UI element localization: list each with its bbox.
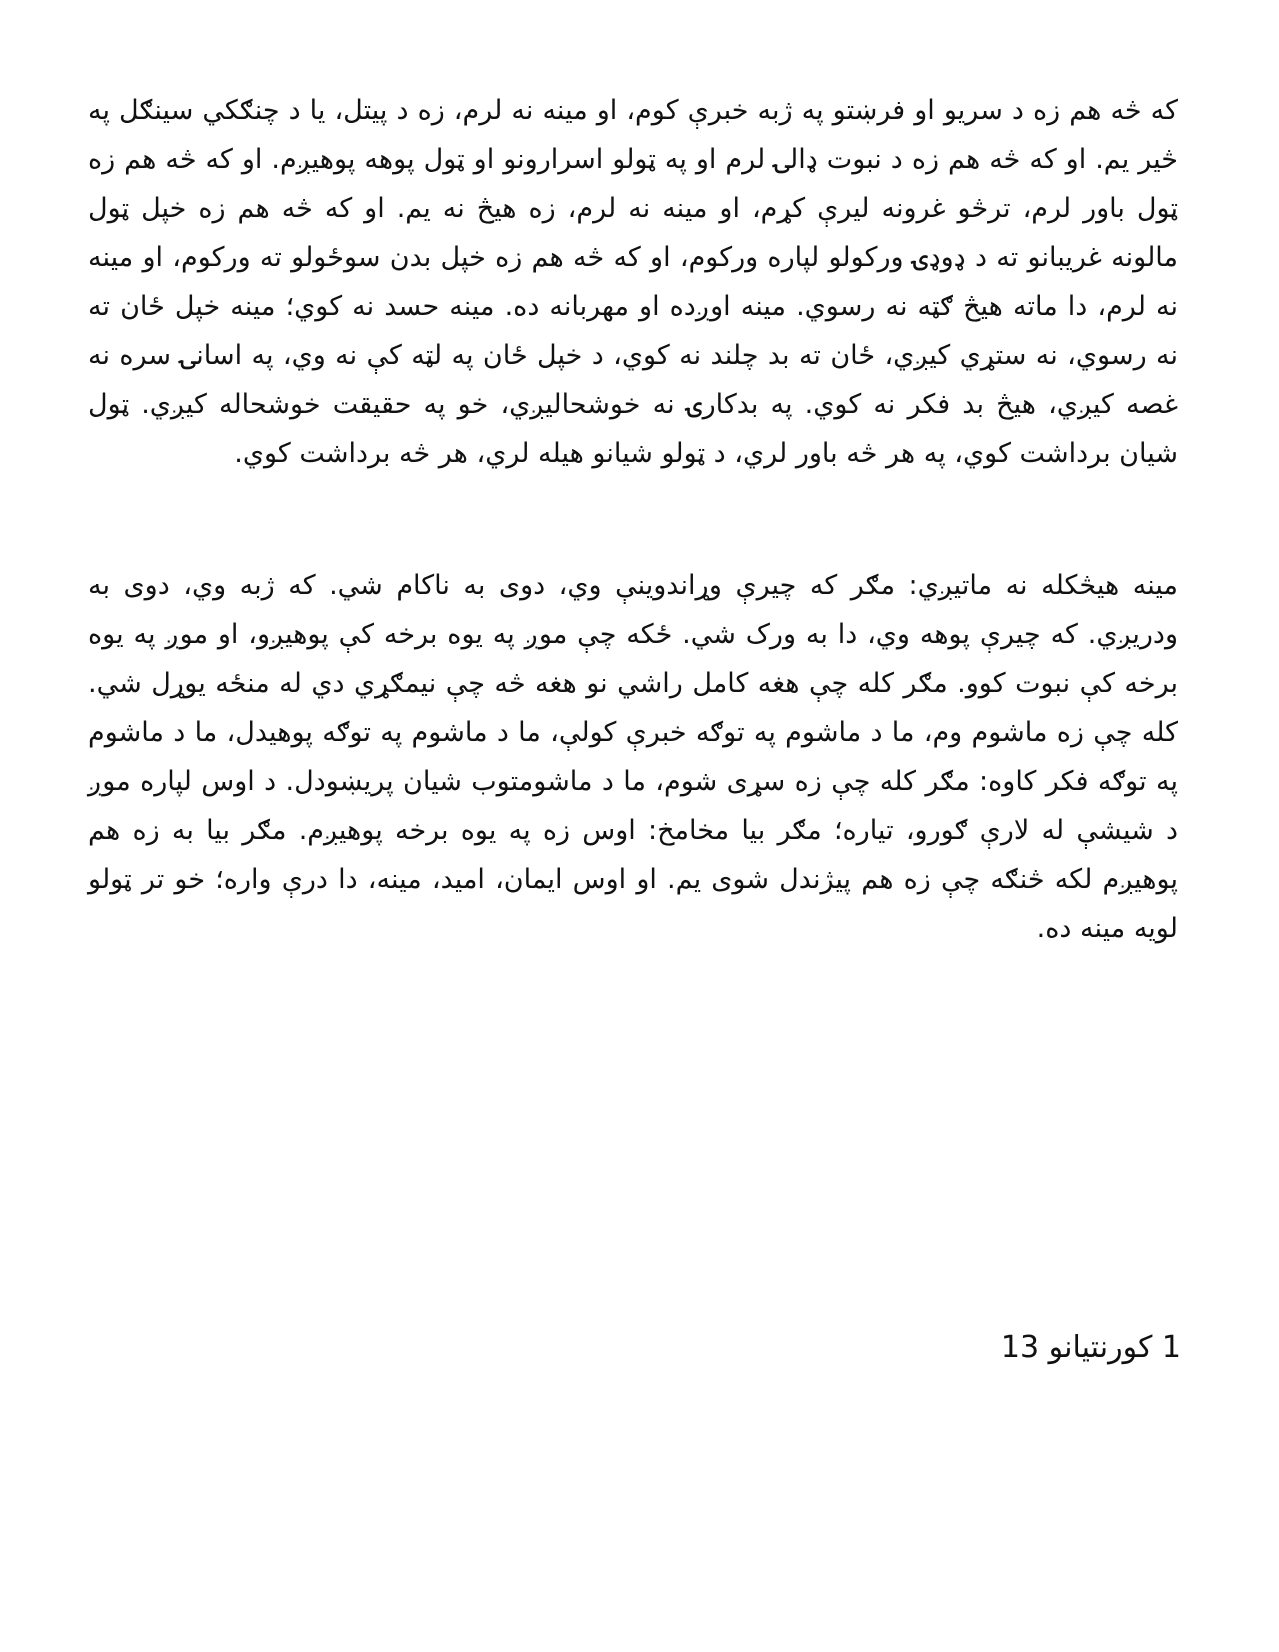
- scripture-citation: 1 کورنتیانو 13: [1000, 1330, 1181, 1365]
- document-body: [88, 86, 1178, 953]
- paragraph-1: که څه هم زه د سریو او فرښتو په ژبه خبرې کوم، او مینه نه لرم، زه د پیتل، یا د چنګکي سینګل په څیر یم. او که څه هم زه د نبوت ډالۍ لرم او په ټولو اسرارونو او ټول پوهه پوهیږم. او که څه هم زه ټول باور لرم، ترڅو غرونه لیرې کړم، او مینه نه لرم، زه هیڅ نه یم. او که څه هم زه خپل ټول مالونه غریبانو ته د ډوډۍ ورکولو لپاره ورکوم، او که څه هم زه خپل بدن سوځولو ته ورکوم، او مینه نه لرم، دا ماته هیڅ ګټه نه رسوي. مینه اوږده او مهربانه ده. مینه حسد نه کوي؛ مینه خپل ځان ته نه رسوي، نه ستړي کیږي، ځان ته بد چلند نه کوي، د خپل ځان په لټه کې نه وي، په اسانۍ سره نه غصه کیږي، هیڅ بد فکر نه کوي. په بدکارۍ نه خوشحالیږي، خو په حقیقت خوشحاله کیږي. ټول شیان برداشت کوي، په هر څه باور لري، د ټولو شیانو هیله لري، هر څه برداشت کوي.: [88, 95, 1178, 469]
- paragraph-2: مینه هیڅکله نه ماتیږي: مګر که چیرې وړاندوینې وي، دوی به ناکام شي. که ژبه وي، دوی به ودریږي. که چیرې پوهه وي، دا به ورک شي. ځکه چې موږ په یوه برخه کې پوهیږو، او موږ په یوه برخه کې نبوت کوو. مګر کله چې هغه کامل راشي نو هغه څه چې نیمګړي دي له منځه یوړل شي. کله چې زه ماشوم وم، ما د ماشوم په توګه خبرې کولې، ما د ماشوم په توګه پوهیدل، ما د ماشوم په توګه فکر کاوه: مګر کله چې زه سړی شوم، ما د ماشومتوب شیان پریښودل. د اوس لپاره موږ د شیشې له لارې ګورو، تیاره؛ مګر بیا مخامخ: اوس زه په یوه برخه پوهیږم. مګر بیا به زه هم پوهیږم لکه څنګه چې زه هم پیژندل شوی یم. او اوس ایمان، امید، مینه، دا درې واره؛ خو تر ټولو لویه مینه ده.: [88, 570, 1178, 944]
